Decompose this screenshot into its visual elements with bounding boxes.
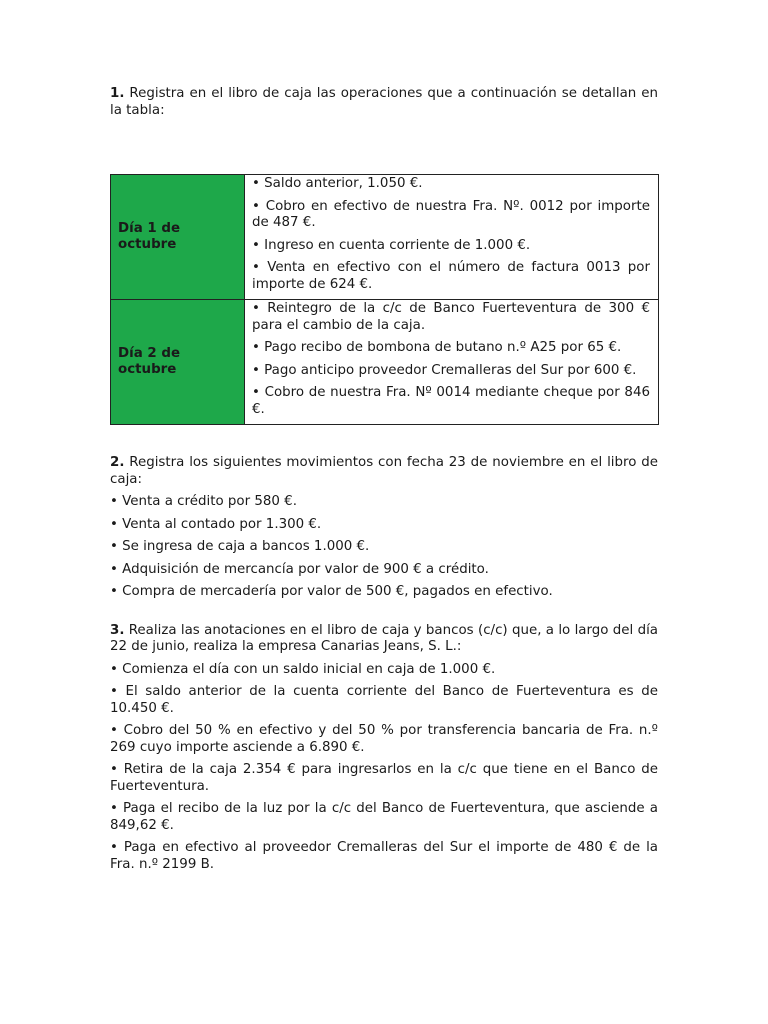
operations-cell (245, 300, 659, 425)
list-item: • Adquisición de mercancía por valor de 900 € a crédito. (110, 561, 489, 577)
exercise-2 (110, 455, 658, 601)
list-item: • Retira de la caja 2.354 € para ingresarlos en la c/c que tiene en el Banco de Fuerteventura. (110, 762, 658, 794)
exercise-3-statement (110, 623, 658, 656)
day-label: Día 2 de octubre (118, 345, 181, 377)
operations-table (110, 174, 659, 425)
exercise-3 (110, 623, 658, 874)
exercise-2-statement (110, 455, 658, 488)
operation-item: • Ingreso en cuenta corriente de 1.000 €. (252, 237, 531, 253)
list-item: • Comienza el día con un saldo inicial en caja de 1.000 €. (110, 661, 496, 677)
exercise-3-text: Realiza las anotaciones en el libro de caja y bancos (c/c) que, a lo largo del día 22 de junio, realiza la empresa Canarias Jeans, S. L.: (110, 622, 658, 654)
exercise-1-number: 1. (110, 86, 125, 101)
operation-item: • Reintegro de la c/c de Banco Fuerteventura de 300 € para el cambio de la caja. (252, 301, 650, 333)
exercise-1-text: Registra en el libro de caja las operaciones que a continuación se detallan en la tabla: (110, 86, 658, 118)
document-page (110, 86, 658, 873)
table-row (111, 300, 659, 425)
list-item: • Paga en efectivo al proveedor Cremalleras del Sur el importe de 480 € de la Fra. n.º 2199 B. (110, 840, 658, 872)
operation-item: • Cobro de nuestra Fra. Nº 0014 mediante cheque por 846 €. (252, 385, 650, 417)
list-item: • Venta a crédito por 580 €. (110, 494, 297, 509)
operations-cell (245, 175, 659, 300)
operation-item: • Pago recibo de bombona de butano n.º A25 por 65 €. (252, 340, 622, 355)
list-item: • El saldo anterior de la cuenta corriente del Banco de Fuerteventura es de 10.450 €. (110, 684, 658, 716)
operation-item: • Pago anticipo proveedor Cremalleras del Sur por 600 €. (252, 362, 637, 378)
operation-item: • Venta en efectivo con el número de factura 0013 por importe de 624 €. (252, 260, 650, 292)
list-item: • Cobro del 50 % en efectivo y del 50 % por transferencia bancaria de Fra. n.º 269 cuyo importe asciende a 6.890 €. (110, 723, 658, 755)
day-label: Día 1 de octubre (118, 220, 181, 252)
table-row (111, 175, 659, 300)
operation-item: • Cobro en efectivo de nuestra Fra. Nº. 0012 por importe de 487 €. (252, 198, 650, 230)
operation-item: • Saldo anterior, 1.050 €. (252, 176, 423, 191)
list-item: • Venta al contado por 1.300 €. (110, 516, 322, 532)
list-item: • Compra de mercadería por valor de 500 €, pagados en efectivo. (110, 584, 553, 599)
exercise-2-text: Registra los siguientes movimientos con fecha 23 de noviembre en el libro de caja: (110, 455, 658, 487)
list-item: • Paga el recibo de la luz por la c/c del Banco de Fuerteventura, que asciende a 849,62 €. (110, 801, 658, 833)
exercise-2-number: 2. (110, 455, 125, 470)
day-cell (111, 300, 245, 425)
list-item: • Se ingresa de caja a bancos 1.000 €. (110, 539, 370, 554)
exercise-1-statement (110, 86, 658, 119)
exercise-3-number: 3. (110, 622, 125, 638)
day-cell (111, 175, 245, 300)
